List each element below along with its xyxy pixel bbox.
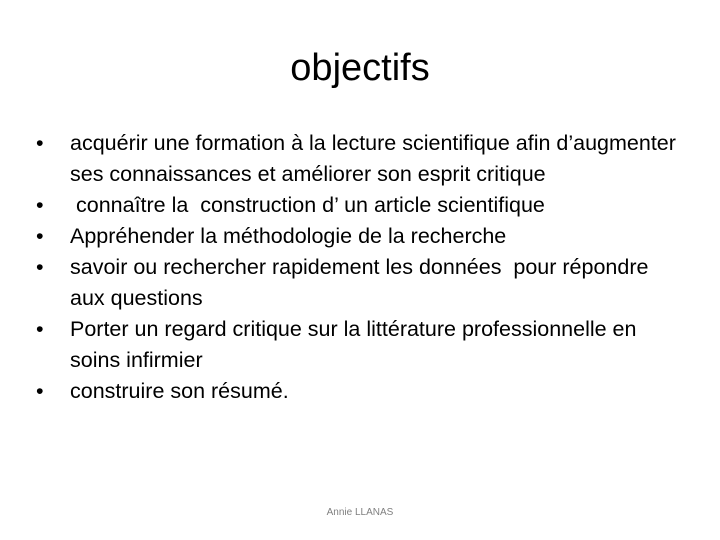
slide-title: objectifs — [290, 47, 430, 89]
bullet-item — [36, 221, 686, 252]
bullet-list — [36, 128, 686, 407]
bullet-item — [36, 376, 686, 407]
bullet-text: construire son résumé. — [70, 379, 289, 403]
bullet-item — [36, 128, 686, 190]
bullet-text: Porter un regard critique sur la littérature professionnelle en soins infirmier — [70, 317, 643, 372]
bullet-text: savoir ou rechercher rapidement les données pour répondre aux questions — [70, 255, 655, 310]
bullet-icon: • — [36, 193, 44, 217]
bullet-text: connaître la construction d’ un article scientifique — [70, 193, 545, 217]
bullet-item — [36, 314, 686, 376]
bullet-text: Appréhender la méthodologie de la recherche — [70, 224, 507, 248]
bullet-icon: • — [36, 317, 44, 341]
bullet-item — [36, 252, 686, 314]
bullet-text: acquérir une formation à la lecture scientifique afin d’augmenter ses connaissances et améliorer son esprit critique — [70, 131, 682, 186]
bullet-icon: • — [36, 379, 44, 403]
bullet-icon: • — [36, 224, 44, 248]
footer-author: Annie LLANAS — [326, 507, 394, 518]
bullet-icon: • — [36, 255, 44, 279]
bullet-item — [36, 190, 686, 221]
bullet-icon: • — [36, 131, 44, 155]
